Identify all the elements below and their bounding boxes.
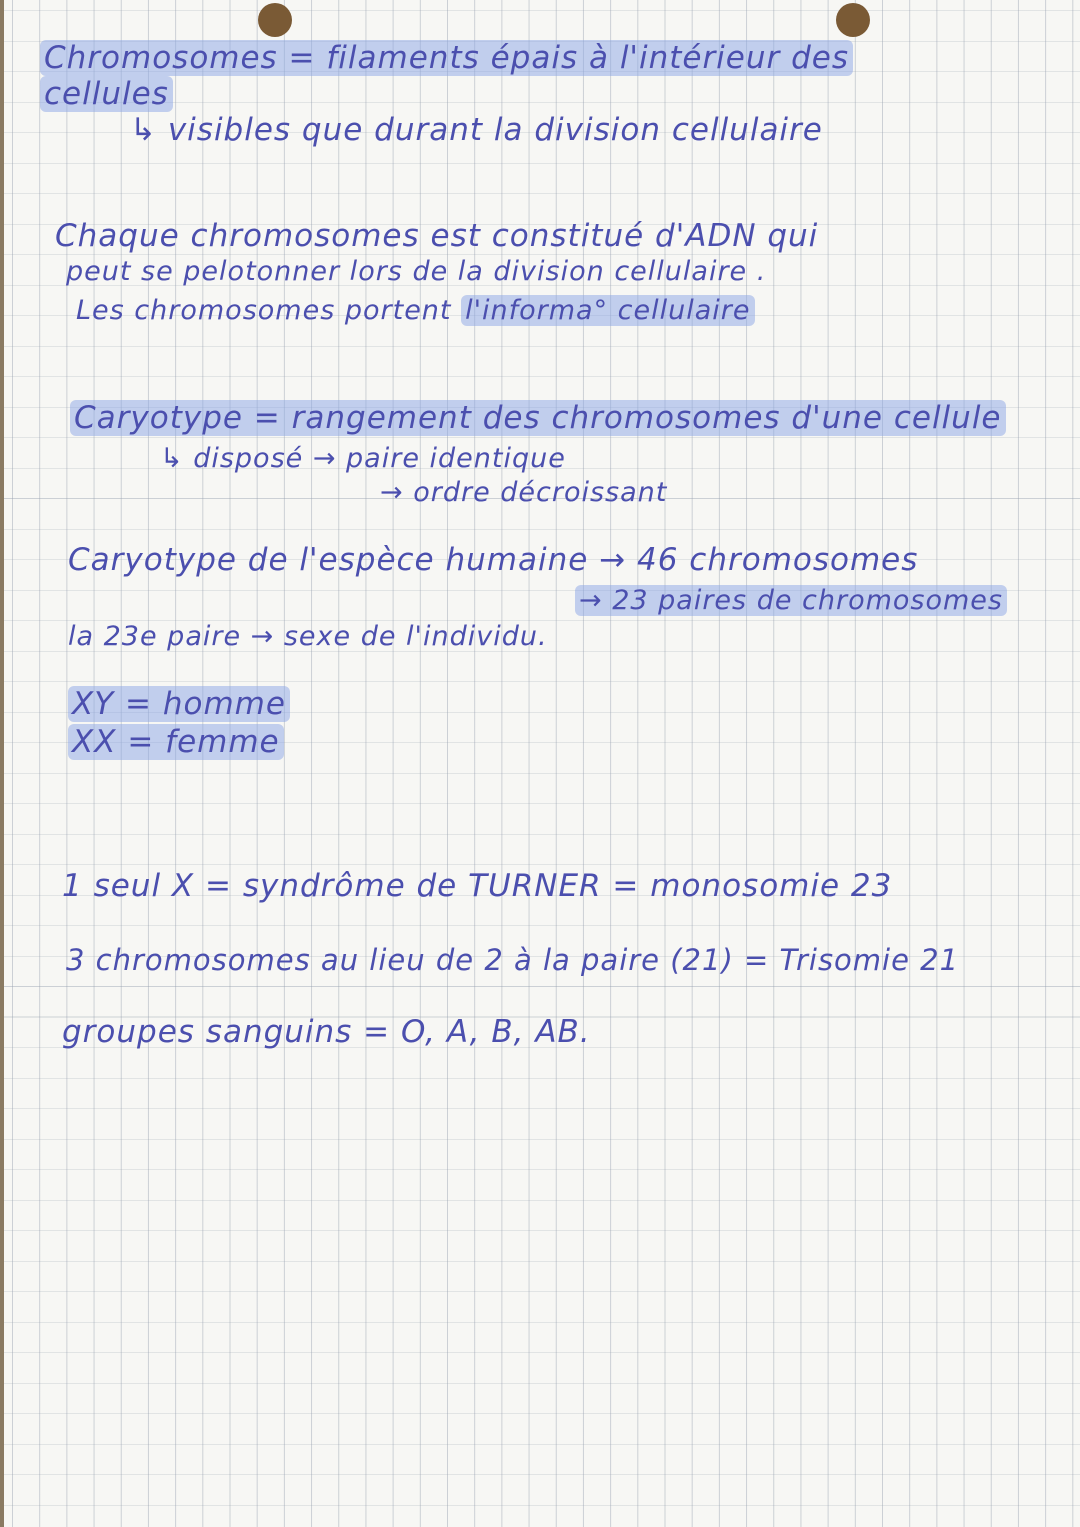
- note-line-16: 3 chromosomes au lieu de 2 à la paire (21) = Trisomie 21: [66, 943, 960, 977]
- highlighted-definition: Chromosomes = filaments épais à l'intérieur des: [40, 40, 853, 76]
- note-line-6: [76, 296, 755, 326]
- note-line-8: ↳ disposé → paire identique: [160, 443, 566, 474]
- highlighted-definition: Caryotype = rangement des chromosomes d'une cellule: [70, 400, 1006, 436]
- note-line-12: la 23e paire → sexe de l'individu.: [68, 621, 548, 652]
- highlighted-text: XX = femme: [68, 724, 284, 760]
- text: Les chromosomes portent: [76, 295, 462, 326]
- highlighted-text: XY = homme: [68, 686, 290, 722]
- note-line-10: Caryotype de l'espèce humaine → 46 chromosomes: [68, 542, 919, 578]
- punch-hole: [258, 3, 292, 37]
- paper-edge: [0, 0, 4, 1527]
- note-line-4: Chaque chromosomes est constitué d'ADN qui: [55, 218, 819, 254]
- note-line-17: groupes sanguins = O, A, B, AB.: [62, 1014, 591, 1050]
- note-line-13: [68, 686, 290, 722]
- note-line-9: → ordre décroissant: [380, 477, 668, 508]
- note-line-7: [70, 400, 1006, 436]
- punch-hole: [836, 3, 870, 37]
- note-line-11: [575, 586, 1007, 616]
- highlighted-text: → 23 paires de chromosomes: [575, 585, 1007, 616]
- note-line-15: 1 seul X = syndrôme de TURNER = monosomie 23: [62, 868, 893, 904]
- note-line-2: [40, 76, 173, 112]
- highlighted-text: cellules: [40, 76, 173, 112]
- note-line-5: peut se pelotonner lors de la division cellulaire .: [66, 256, 767, 287]
- note-line-3: ↳ visibles que durant la division cellulaire: [130, 112, 823, 148]
- highlighted-text: l'informa° cellulaire: [461, 295, 754, 326]
- note-line-1: [40, 40, 853, 76]
- note-line-14: [68, 724, 284, 760]
